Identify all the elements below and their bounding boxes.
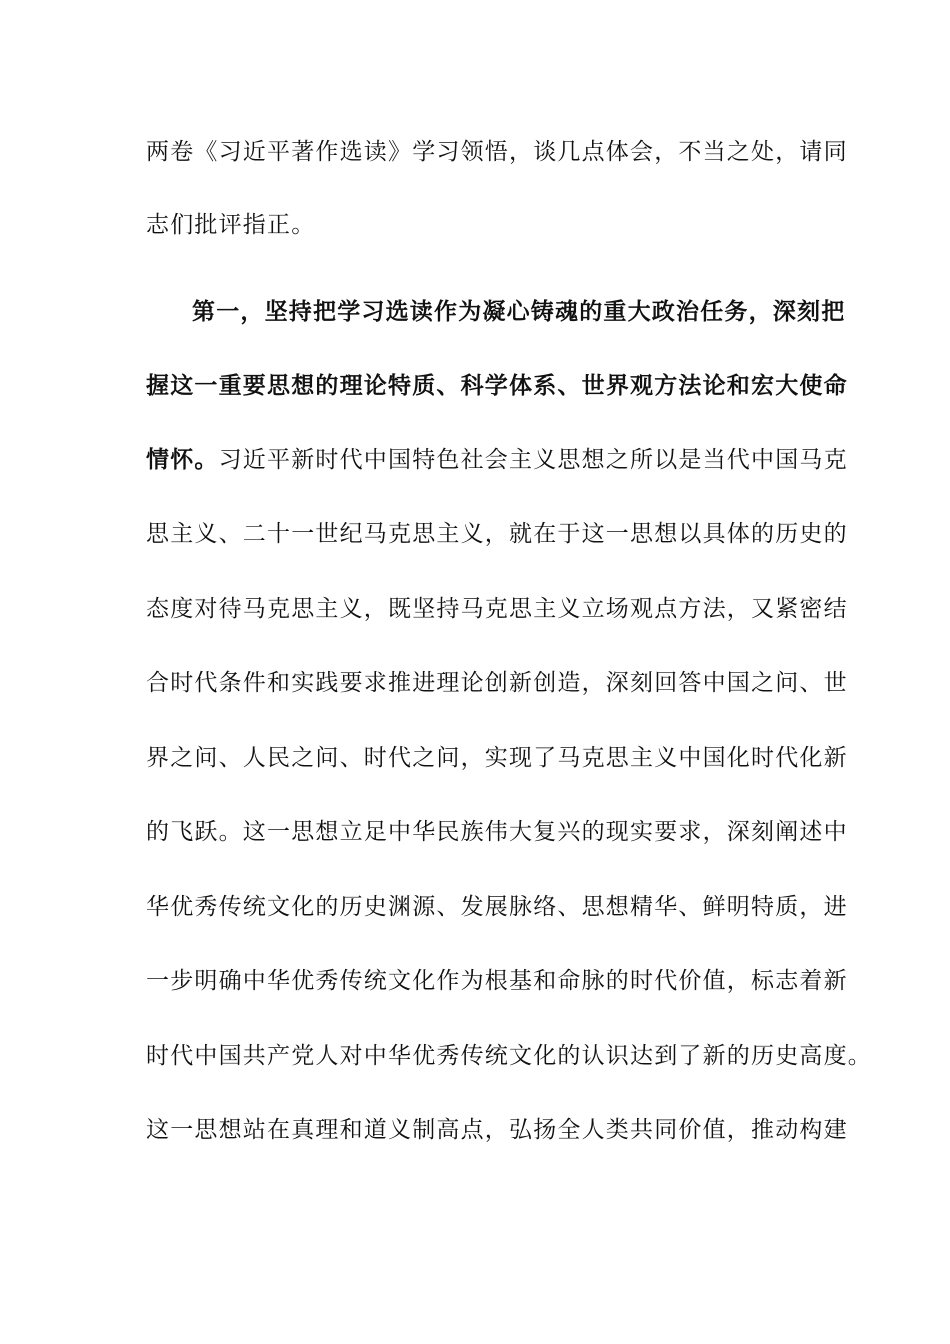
text-line: 这一思想站在真理和道义制高点，弘扬全人类共同价值，推动构建 <box>146 1117 848 1143</box>
body-text: 习近平新时代中国特色社会主义思想之所以是当代中国马克 <box>218 447 848 473</box>
text-line: 态度对待马克思主义，既坚持马克思主义立场观点方法，又紧密结 <box>146 596 848 622</box>
text-line: 时代中国共产党人对中华优秀传统文化的认识达到了新的历史高度。 <box>146 1043 872 1069</box>
section-heading-line: 第一，坚持把学习选读作为凝心铸魂的重大政治任务，深刻把 <box>192 299 846 325</box>
text-line: 华优秀传统文化的历史渊源、发展脉络、思想精华、鲜明特质，进 <box>146 894 848 920</box>
section-heading-line: 握这一重要思想的理论特质、科学体系、世界观方法论和宏大使命 <box>146 373 848 399</box>
text-line: 思主义、二十一世纪马克思主义，就在于这一思想以具体的历史的 <box>146 521 848 547</box>
text-line: 一步明确中华优秀传统文化作为根基和命脉的时代价值，标志着新 <box>146 968 848 994</box>
mixed-text-line <box>146 445 848 475</box>
section-heading-end: 情怀。 <box>146 447 219 473</box>
text-line: 两卷《习近平著作选读》学习领悟，谈几点体会，不当之处，请同 <box>146 139 848 165</box>
text-line: 的飞跃。这一思想立足中华民族伟大复兴的现实要求，深刻阐述中 <box>146 819 848 845</box>
text-line: 合时代条件和实践要求推进理论创新创造，深刻回答中国之问、世 <box>146 670 848 696</box>
text-line: 志们批评指正。 <box>146 212 316 238</box>
text-line: 界之问、人民之问、时代之问，实现了马克思主义中国化时代化新 <box>146 745 848 771</box>
